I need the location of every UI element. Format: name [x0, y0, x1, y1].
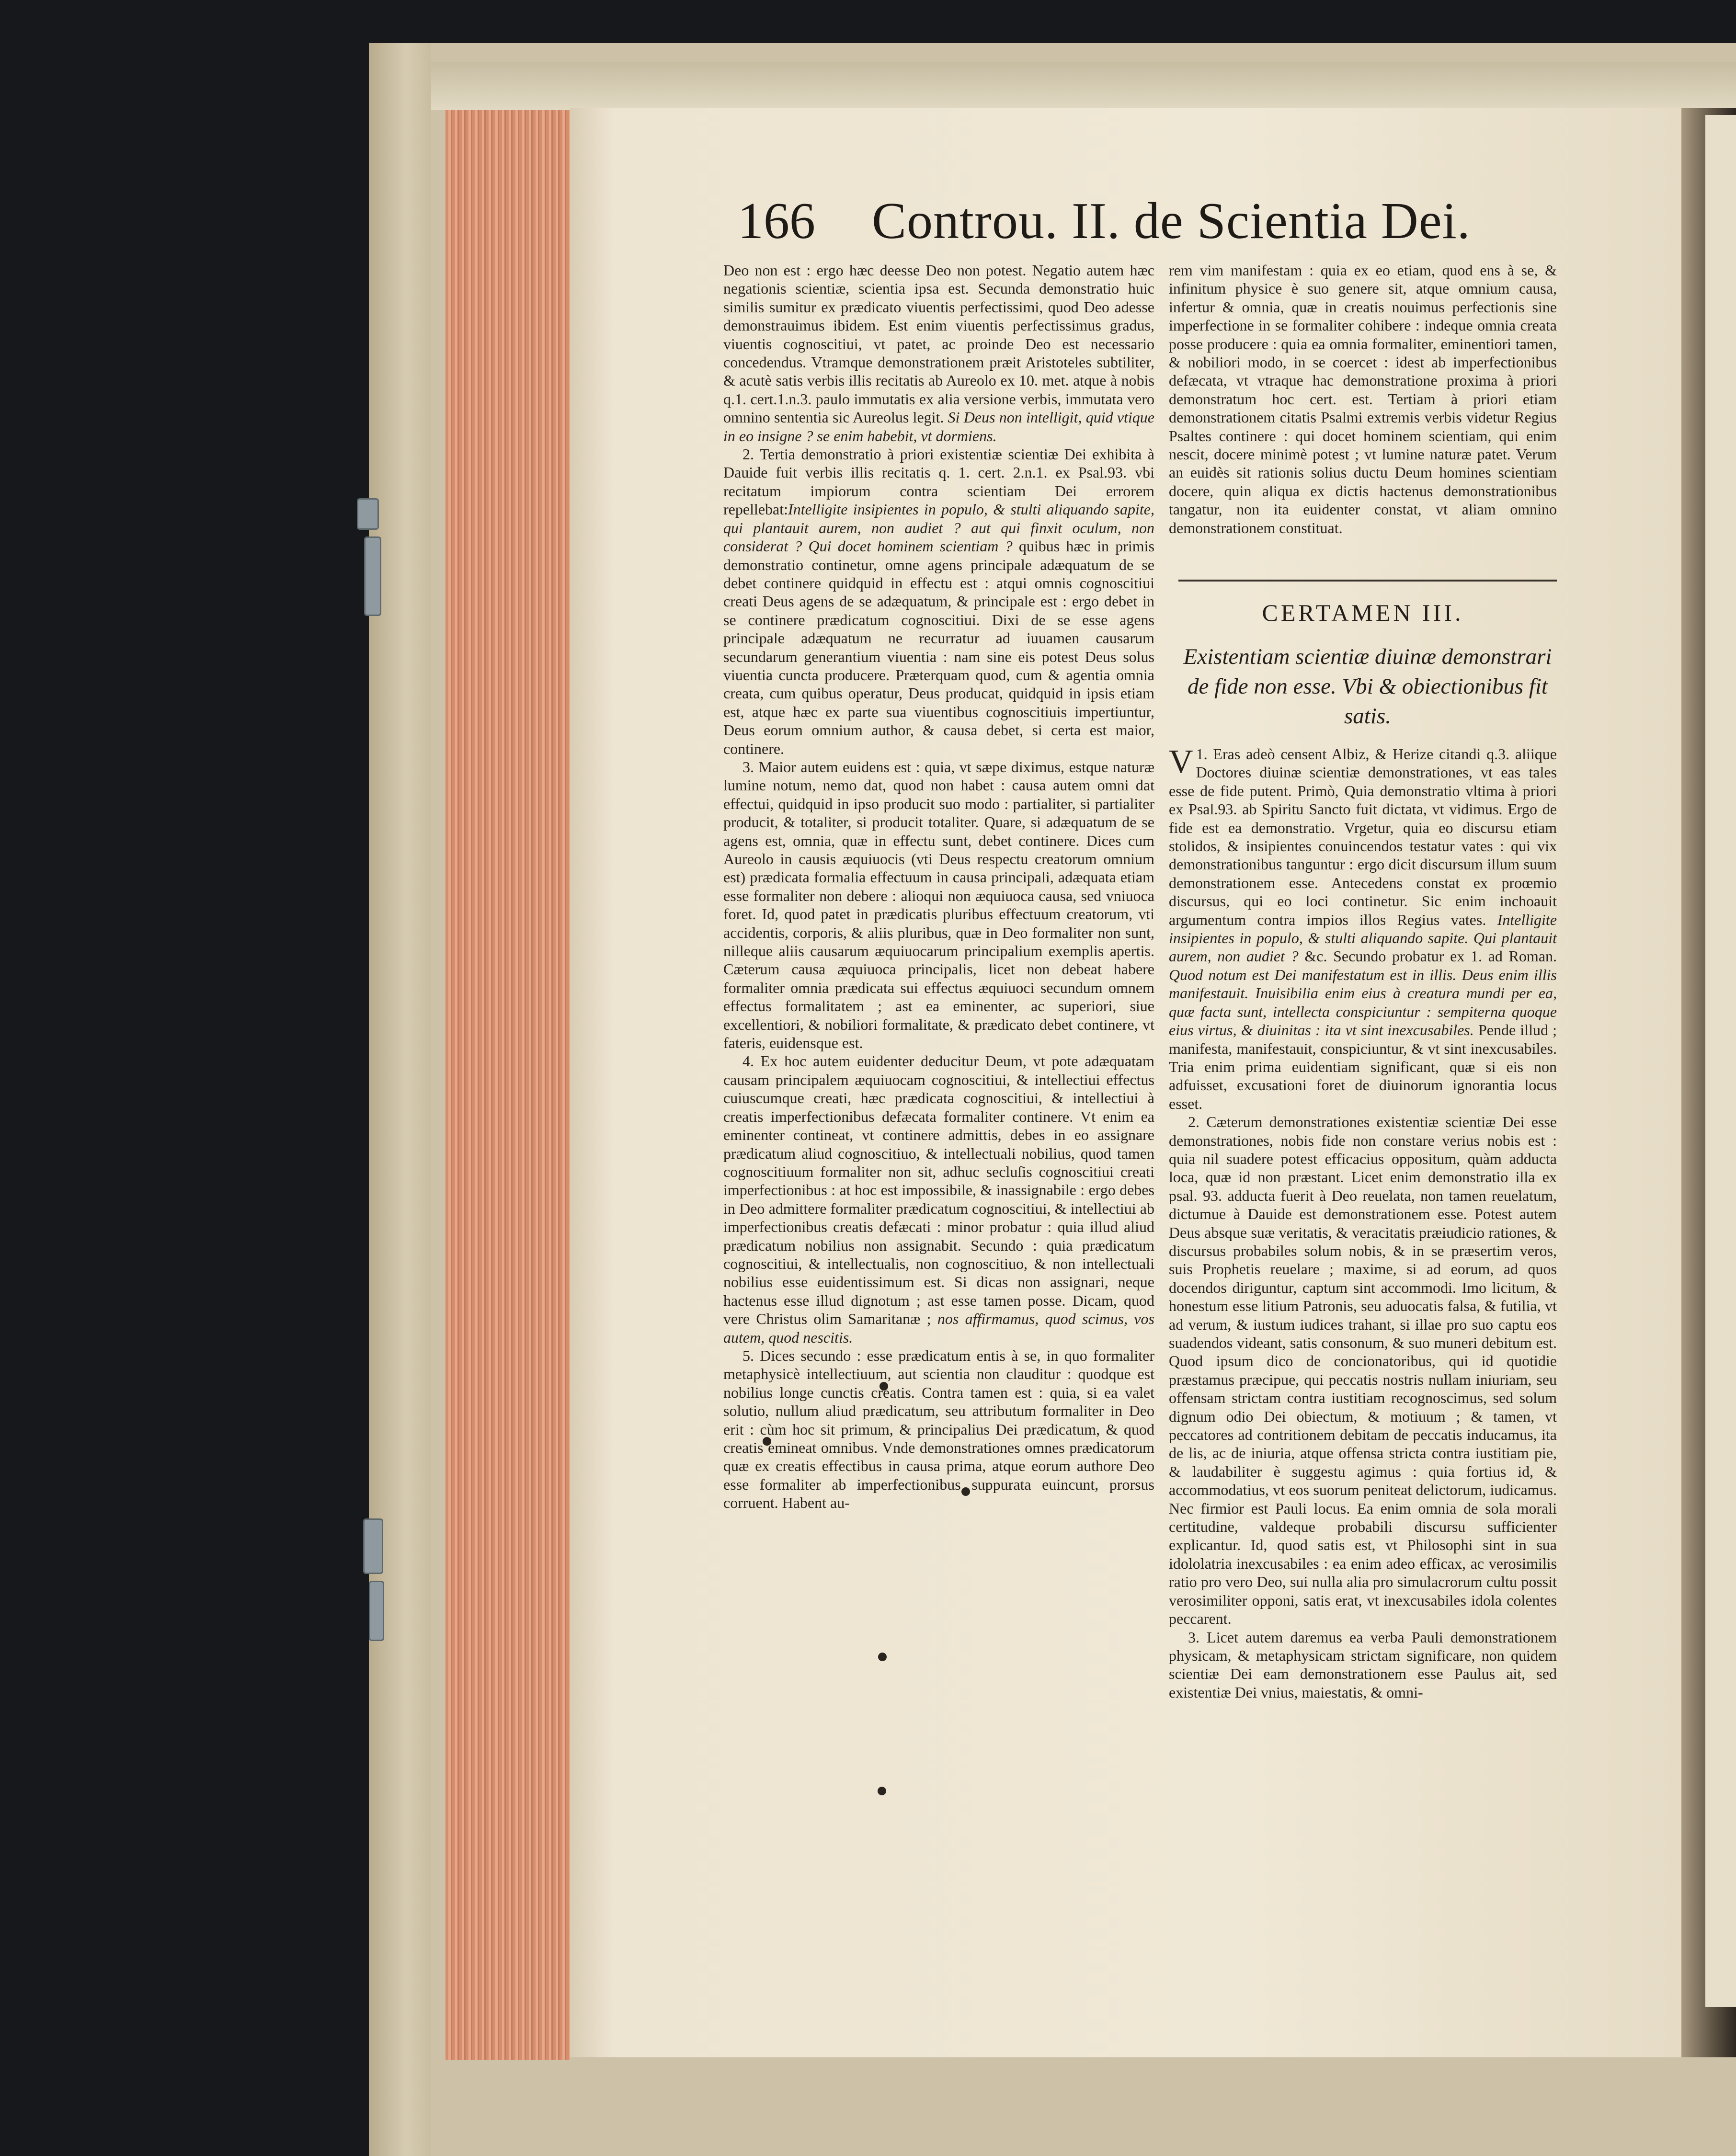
page-stack-top: [431, 62, 1736, 110]
left-text-column: [723, 261, 1154, 1512]
page-stack-edge: [445, 110, 570, 2060]
clasp-top-hinge: [364, 536, 381, 616]
running-title: Controu. II. de Scientia Dei.: [872, 193, 1471, 250]
clasp-bottom: [363, 1518, 383, 1574]
running-head: [738, 192, 1552, 259]
wormhole: [878, 1787, 886, 1795]
paragraph: Deo non est : ergo hæc deesse Deo non potest. Negatio autem hæc negationis scientiæ, scientia ipsa est. Secunda demonstratio huic similis sumitur ex prædicato viuentis perfectissimi, quod Deo adesse demonstrauimus ibidem. Est enim viuentis perfectissimus gradus, viuentis cognoscitiui, vt patet, ac proinde Deo est necessario concedendus. Vtramque demonstrationem præit Aristoteles subtiliter, & acutè satis verbis illis recitatis ab Aureolo ex 10. met. atque à nobis q.1. cert.1.n.3. paulo immutatis ex alia versione verbis, immutata vero omnino sententia sic Aureolus legit. Si Deus non intelligit, quid vtique in eo insigne ? se enim habebit, vt dormiens.: [723, 262, 1154, 445]
paragraph: 2. Cæterum demonstrationes existentiæ scientiæ Dei esse demonstrationes, nobis fide non constare verius nobis est : quia nil suadere potest efficacius oppositum, quàm adducta loca, quæ id non præstant. Licet enim demonstratio illa ex psal. 93. adducta fuerit à Deo reuelata, non tamen reuelatum, dictumue à Dauide est demonstrationem esse. Potest autem Deus absque suæ veritatis, & veracitatis præiudicio rationes, & discursus probabiles solum nobis, & in se præsertim veros, suis Prophetis reuelare ; maxime, si ad eorum, ad quos docendos diriguntur, captum sint accommodi. Imo licitum, & honestum esse litium Patronis, seu aduocatis falsa, & futilia, vt ad verum, & iustum iudices trahant, si illae pro suo captu eos suadendos videant, satis consonum, & suo muneri debitum est. Quod ipsum dico de concionatoribus, qui id quotidie præstamus præcipue, qui peccatis nostris nullam iniuriam, seu offensam strictam contra iustitiam recognoscimus, sed solum dignum odio Dei obiectum, & motiuum ; & tamen, vt peccatores ad contritionem debitam de peccatis inducamus, ita de lis, ac de iniuria, atque offensa stricta contra iustitiam pie, & laudabiliter è suggestu agimus : quia fortius id, & accommodatius, vt eos suorum peniteat delictorum, iudicamus. Nec firmior est Pauli locus. Ea enim omnia de sola morali certitudine, valdeque probabili discursu sufficienter explicantur. Id, quod satis est, vt Philosophi sint in sua idololatria inexcusabiles : ea enim adeo efficax, ac verosimilis ratio pro vero Deo, sui nulla alia pro simulacrorum cultu possit verosimiliter opponi, satis erat, vt inexcusabiles idola colentes peccarent.: [1169, 1113, 1557, 1628]
section-rule: [1178, 580, 1557, 582]
right-text-column-body: [1169, 745, 1557, 1701]
paragraph: 4. Ex hoc autem euidenter deducitur Deum, vt pote adæquatam causam principalem æquiuocam cognoscitiui, & intellectiui effectus cuiuscumque creati, hæc prædicata cognoscitiui, & intellectiui à creatis imperfectionibus defæcata formaliter continere. Vt enim ea eminenter contineat, vt continere admittis, debes in eo assignare prædicatum aliud cognoscitiuo, & intellectuali nobilius, quod tamen cognoscitiuum formaliter non sit, adhuc secluſis cognoscitiui creati imperfectionibus : at hoc est impossibile, & inassignabile : ergo debes in Deo admittere formaliter prædicatum cognoscitiui, & intellectiui ab imperfectionibus creatis defæcati : minor probatur : quia illud aliud prædicatum nobilius non assignabit. Secundo : quia prædicatum cognoscitiui, & intellectualis, non cognoscitiuo, & non intellectuali nobilius esse euidentissimum est. Si dicas non assignari, neque hactenus esse illud dignotum ; ast esse tamen posse. Dicam, quod vere Christus olim Samaritanæ ; nos affirmamus, quod scimus, vos autem, quod nescitis.: [723, 1052, 1155, 1346]
clasp-top: [357, 498, 379, 530]
page-number: 166: [738, 193, 815, 250]
italic-quote: Intelligite insipientes in populo, & stulti aliquando sapite, qui plantauit aurem, non audiet ? aut qui finxit oculum, non considerat ? Qui docet hominem scientiam ?: [723, 501, 1154, 555]
paragraph: 3. Maior autem euidens est : quia, vt sæpe diximus, estque naturæ lumine notum, nemo dat, quod non habet : causa autem omni dat effectui, quidquid in ipso producit suo modo : partialiter, si partialiter producit, & totaliter, si producit totaliter. Quare, si adæquatum de se agens est, omnia, quæ in effectu sunt, debet continere. Dices cum Aureolo in causis æquiuocis (vti Deus respectu creatorum omnium est) prædicata formalia effectuum in causa principali, adæquata etiam esse formaliter non debere : alioqui non æquiuoca causa, sed vniuoca foret. Id, quod patet in prædicatis pluribus effectuum creatorum, vti accidentis, corporis, & aliis pluribus, quæ in Deo formaliter non sunt, nilleque aliis causarum æquiuocarum principalium exemplis apertis. Cæterum causa æquiuoca principalis, licet non debeat habere formaliter omnia prædicata sui effectus æquiuoci secundum omnem effectus formalitatem ; ast ea eminenter, ac superiori, siue excellentiori, & nobiliori formalitate, & prædicato debet continere, vt fateris, euidensque est.: [723, 758, 1154, 1052]
section-subtitle: Existentiam scientiæ diuinæ demonstrari de fide non esse. Vbi & obiectionibus fit satis.: [1183, 644, 1552, 729]
italic-quote: Intelligite insipientes in populo, & stulti aliquando sapite. Qui plantauit aurem, non audiet ?: [1169, 911, 1557, 965]
section-heading: CERTAMEN III.: [1262, 599, 1464, 626]
paragraph: 2. Tertia demonstratio à priori existentiæ scientiæ Dei exhibita à Dauide fuit verbis illis recitatis q. 1. cert. 2.n.1. ex Psal.93. vbi recitatum impiorum contra scientiam Dei errorem repellebat:Intelligite insipientes in populo, & stulti aliquando sapite, qui plantauit aurem, non audiet ? aut qui finxit oculum, non considerat ? Qui docet hominem scientiam ? quibus hæc in primis demonstratio continetur, omne agens principale adæquatum de se debet continere quidquid in effectu est : atqui omnis cognoscitiui creati Deus agens de se adæquatum, & principale est : ergo debet in se continere prædicatum cognoscitiui. Dixi de se esse agens principale adæquatum ne recurratur ad iuuamen causarum secundarum generantium viuentia : nam sine eis potest Deus solus viuentia cuncta producere. Præterquam quod, cum & agentia omnia creata, cum quibus operatur, Deus producat, quidquid in ipsis etiam est, atque hæc ex parte sua viuentibus cognoscitiuis impertiuntur, Deus eorum omnium author, & causa debet, si certa est maior, continere.: [723, 445, 1155, 757]
wormhole: [878, 1653, 887, 1661]
drop-capital: V: [1169, 743, 1193, 780]
paragraph: rem vim manifestam : quia ex eo etiam, quod ens à se, & infinitum physice è suo genere sit, atque omnium causa, infertur & omnia, quæ in creatis nouimus perfectionis sine imperfectione in se formaliter cohibere : indeque omnia creata posse producere : quia ea omnia formaliter, eminentiori tamen, & nobiliori modo, in se coercet : idest ab imperfectionibus defæcata, vt vtraque hac demonstratione proxima à priori demonstratum hoc cert. est. Tertiam à priori etiam demonstrationem citatis Psalmi extremis verbis videtur Regius Psaltes continere : qui docet hominem scientiam, qui enim nescit, docere minimè potest ; vt lumine naturæ patet. Verum an euidès sit rationis solius ductu Deum homines scientiam docere, quin aliqua ex dictis hactenus demonstrationibus tangatur, non ita euidenter constat, vt aliam omnino demonstrationem constituat.: [1169, 262, 1557, 536]
italic-quote: Si Deus non intelligit, quid vtique in eo insigne ? se enim habebit, vt dormiens.: [723, 409, 1154, 445]
paragraph: 1. V Eras adeò censent Albiz, & Herize citandi q.3. aliique Doctores diuinæ scientiæ demonstrationes, vt eas tales esse de fide putent. Primò, Quia demonstratio vltima à priori ex Psal.93. ab Spiritu Sancto fuit dictata, vt vidimus. Ergo de fide est ea demonstratio. Vrgetur, quia eo discursu etiam stolidos, & insipientes conuincendos testatur vates : qui vix demonstrationibus tanguntur : ergo dicit discursum illum suum demonstrationem esse. Antecedens constat ex proœmio discursus, qui eo loci continetur. Sic enim inchoauit argumentum contra impios illos Regius vates. Intelligite insipientes in populo, & stulti aliquando sapite. Qui plantauit aurem, non audiet ? &c. Secundo probatur ex 1. ad Roman. Quod notum est Dei manifestatum est in illis. Deus enim illis manifestauit. Inuisibilia enim eius à creatura mundi per ea, quæ facta sunt, intellecta conspiciuntur : sempiterna quoque eius virtus, & diuinitas : ita vt sint inexcusabiles. Pende illud ; manifesta, manifestauit, conspiciuntur, & vt sint inexcusabiles. Tria enim prima euidentiam significant, quæ si eis non adfuisset, excusationi foret de diuinorum ignorantia locus esset.: [1169, 743, 1557, 1112]
italic-quote: nos affirmamus, quod scimus, vos autem, quod nescitis.: [723, 1310, 1155, 1346]
paragraph: 5. Dices secundo : esse prædicatum entis à se, in quo formaliter metaphysicè intellectiuum, aut scientia non clauditur : quodque est nobilius longe cunctis creatis. Contra tamen est : quia, si ea valet solutio, nullum aliud prædicatum, seu attributum formaliter in Deo erit : cùm hoc sit primum, & principalius Dei prædicatum, & quod creatis emineat omnibus. Vnde demonstrationes omnes prædicatorum quæ ex creatis effectibus in causa prima, atque eorum authore Deo esse formaliter ab imperfectionibus suppurata euincunt, prorsus corruent. Habent au-: [723, 1346, 1154, 1512]
book-cover-edge: [369, 43, 431, 2156]
clasp-bottom-hinge: [369, 1581, 384, 1641]
right-text-column-top: [1169, 261, 1557, 537]
italic-quote: Quod notum est Dei manifestatum est in illis. Deus enim illis manifestauit. Inuisibilia enim eius à creatura mundi per ea, quæ facta sunt, intellecta conspiciuntur : sempiterna quoque eius virtus, & diuinitas : ita vt sint inexcusabiles.: [1169, 966, 1557, 1039]
paragraph: 3. Licet autem daremus ea verba Pauli demonstrationem physicam, & metaphysicam strictam significare, non quidem scientiæ Dei eam demonstrationem esse Paulus ait, sed existentiæ Dei vnius, maiestatis, & omni-: [1169, 1628, 1557, 1701]
facing-page-edge: [1705, 115, 1736, 2007]
